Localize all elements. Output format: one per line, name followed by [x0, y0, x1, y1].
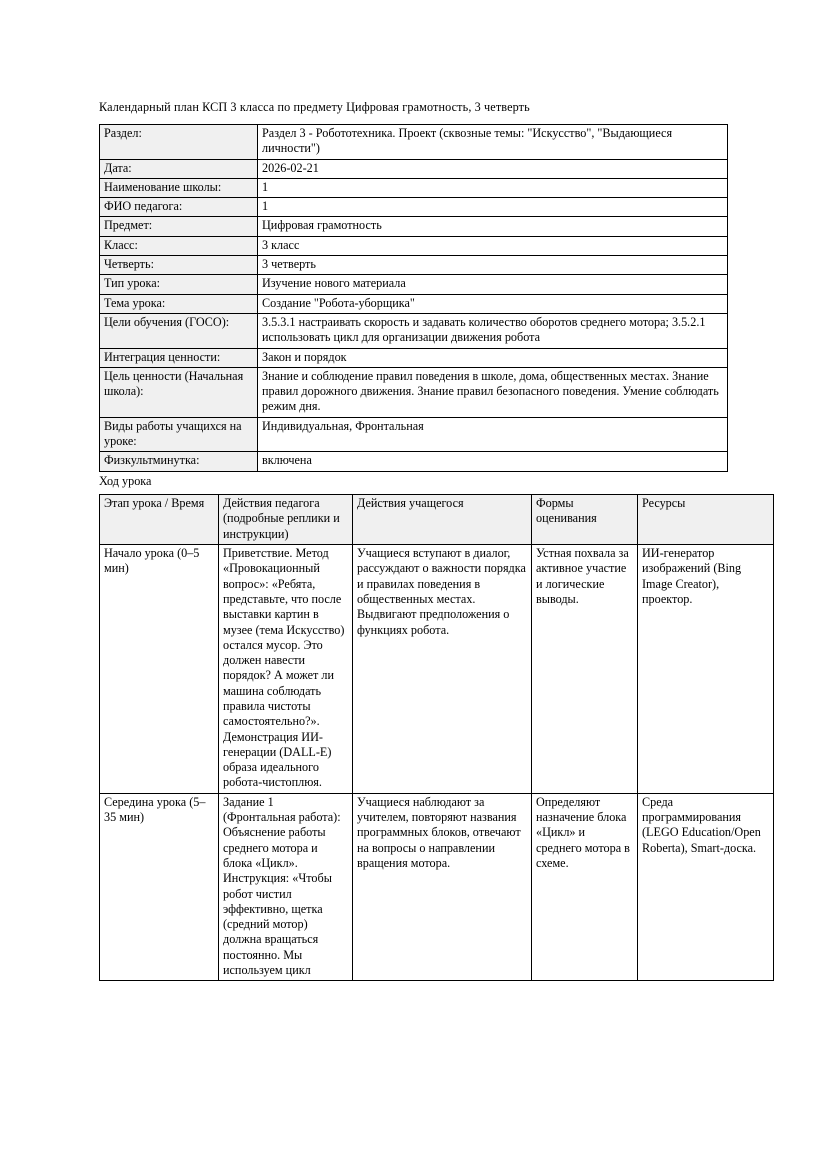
info-value-quarter: 3 четверть: [258, 256, 728, 275]
column-header-resources: Ресурсы: [638, 495, 774, 545]
document-content: [99, 99, 761, 981]
cell-teacher-actions: Задание 1 (Фронтальная работа): Объяснение работы среднего мотора и блока «Цикл». Инструкция: «Чтобы робот чистил эффективно, щетка (средний мотор) должна вращаться постоянно. Мы используем цикл: [219, 793, 353, 981]
cell-assessment: Определяют назначение блока «Цикл» и среднего мотора в схеме.: [532, 793, 638, 981]
info-value-fizminutka: включена: [258, 452, 728, 471]
lesson-info-table: [99, 124, 728, 472]
table-row: [100, 452, 728, 471]
table-row: [100, 217, 728, 236]
info-label-lesson-topic: Тема урока:: [100, 294, 258, 313]
cell-student-actions: Учащиеся вступают в диалог, рассуждают о важности порядка и правилах поведения в общественных местах. Выдвигают предположения о функциях робота.: [353, 545, 532, 794]
info-value-teacher: 1: [258, 198, 728, 217]
info-label-subject: Предмет:: [100, 217, 258, 236]
info-value-razdel: Раздел 3 - Робототехника. Проект (сквозные темы: "Искусство", "Выдающиеся личности"): [258, 125, 728, 160]
table-row: [100, 178, 728, 197]
cell-resources: Среда программирования (LEGO Education/Open Roberta), Smart-доска.: [638, 793, 774, 981]
info-label-work-types: Виды работы учащихся на уроке:: [100, 417, 258, 452]
info-value-value-integration: Закон и порядок: [258, 348, 728, 367]
table-row: [100, 348, 728, 367]
page-title: Календарный план КСП 3 класса по предмету Цифровая грамотность, 3 четверть: [99, 100, 530, 114]
info-value-class: 3 класс: [258, 236, 728, 255]
table-row: [100, 159, 728, 178]
info-label-objectives: Цели обучения (ГОСО):: [100, 313, 258, 348]
info-label-value-goal: Цель ценности (Начальная школа):: [100, 367, 258, 417]
table-row: [100, 275, 728, 294]
info-label-data: Дата:: [100, 159, 258, 178]
table-row: [100, 417, 728, 452]
info-value-value-goal: Знание и соблюдение правил поведения в школе, дома, общественных местах. Знание правил дорожного движения. Знание правил безопасного поведения. Умение соблюдать режим дня.: [258, 367, 728, 417]
cell-teacher-actions: Приветствие. Метод «Провокационный вопрос»: «Ребята, представьте, что после выставки картин в музее (тема Искусство) остался мусор. Это должен навести порядок? А может ли машина соблюдать правила чистоты самостоятельно?». Демонстрация ИИ-генерации (DALL-E) образа идеального робота-чистоплюя.: [219, 545, 353, 794]
cell-stage: Середина урока (5–35 мин): [100, 793, 219, 981]
table-row: [100, 313, 728, 348]
info-label-class: Класс:: [100, 236, 258, 255]
table-row: [100, 125, 728, 160]
table-row: [100, 236, 728, 255]
table-row: [100, 367, 728, 417]
info-label-value-integration: Интеграция ценности:: [100, 348, 258, 367]
info-value-lesson-type: Изучение нового материала: [258, 275, 728, 294]
table-row: [100, 793, 774, 981]
info-label-lesson-type: Тип урока:: [100, 275, 258, 294]
cell-student-actions: Учащиеся наблюдают за учителем, повторяют названия программных блоков, отвечают на вопросы о направлении вращения мотора.: [353, 793, 532, 981]
info-label-fizminutka: Физкультминутка:: [100, 452, 258, 471]
column-header-assessment: Формы оценивания: [532, 495, 638, 545]
section-label-lesson-flow: Ход урока: [99, 473, 152, 488]
column-header-teacher-actions: Действия педагога (подробные реплики и инструкции): [219, 495, 353, 545]
info-value-subject: Цифровая грамотность: [258, 217, 728, 236]
info-label-razdel: Раздел:: [100, 125, 258, 160]
column-header-stage: Этап урока / Время: [100, 495, 219, 545]
info-value-objectives: 3.5.3.1 настраивать скорость и задавать количество оборотов среднего мотора; 3.5.2.1 использовать цикл для организации движения робота: [258, 313, 728, 348]
lesson-flow-table: [99, 494, 774, 981]
cell-stage: Начало урока (0–5 мин): [100, 545, 219, 794]
info-label-quarter: Четверть:: [100, 256, 258, 275]
info-value-school: 1: [258, 178, 728, 197]
info-value-lesson-topic: Создание "Робота-уборщика": [258, 294, 728, 313]
info-value-work-types: Индивидуальная, Фронтальная: [258, 417, 728, 452]
column-header-student-actions: Действия учащегося: [353, 495, 532, 545]
table-header-row: [100, 495, 774, 545]
table-row: [100, 294, 728, 313]
cell-resources: ИИ-генератор изображений (Bing Image Creator), проектор.: [638, 545, 774, 794]
cell-assessment: Устная похвала за активное участие и логические выводы.: [532, 545, 638, 794]
table-row: [100, 256, 728, 275]
table-row: [100, 198, 728, 217]
table-row: [100, 545, 774, 794]
info-value-data: 2026-02-21: [258, 159, 728, 178]
info-label-school: Наименование школы:: [100, 178, 258, 197]
info-label-teacher: ФИО педагога:: [100, 198, 258, 217]
